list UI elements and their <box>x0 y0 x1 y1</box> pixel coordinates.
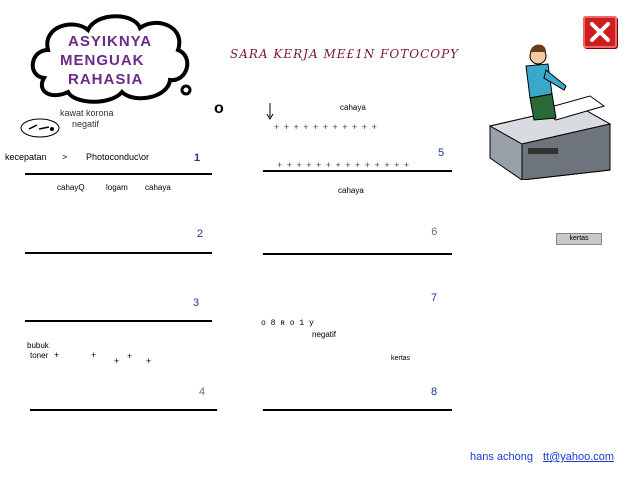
stray-o-glyph: o <box>214 100 224 117</box>
kertas-small-label: kertas <box>391 355 411 362</box>
toner-plus-4: + <box>127 351 134 361</box>
logo <box>22 8 192 108</box>
corona-wire-icon <box>19 117 61 139</box>
logo-line-3: RAHASIA <box>68 71 144 88</box>
negatif-mid-label: negatif <box>312 330 337 339</box>
kawat-korona-label: kawat korona <box>60 108 114 118</box>
cahaya-left-label: cahaya <box>145 183 171 192</box>
gt-sign: > <box>62 152 68 162</box>
plus-row-top: + + + + + + + + + + + <box>274 122 378 132</box>
line-6 <box>263 253 452 255</box>
email-link[interactable]: tt@yahoo.com <box>543 451 615 463</box>
kecepatan-label: kecepatan <box>5 152 47 162</box>
page-title: SARA KERJA ME£1N FOTOCOPY <box>230 47 460 61</box>
toner-label: toner <box>30 351 49 360</box>
step-5: 5 <box>438 147 445 159</box>
cahayaq-label: cahayQ <box>57 183 85 192</box>
line-1 <box>25 173 212 175</box>
line-5 <box>263 170 452 172</box>
photoconductor-label: Photoconduc\or <box>86 152 150 162</box>
line-8 <box>263 409 452 411</box>
step-8: 8 <box>431 386 438 398</box>
toner-plus-3: + <box>114 356 121 366</box>
step-1: 1 <box>194 152 201 164</box>
cahaya-top-right-label: cahaya <box>340 103 366 112</box>
line-4 <box>30 409 217 411</box>
step-6: 6 <box>431 227 438 239</box>
toner-plus-1: + <box>54 350 61 360</box>
toner-plus-5: + <box>146 356 153 366</box>
negatif-label-top: negatif <box>72 119 100 129</box>
cahaya-mid-right-label: cahaya <box>338 186 364 195</box>
line-2 <box>25 252 212 254</box>
logo-line-2: MENGUAK <box>60 52 145 69</box>
photocopier-operator-illustration <box>480 40 620 180</box>
logo-line-1: ASYIKNYA <box>68 33 153 50</box>
o8ro1y-glyphs: o 8 ʀ o 1 y <box>261 319 314 328</box>
toner-plus-2: + <box>91 350 98 360</box>
step-2: 2 <box>197 228 204 240</box>
kertas-tag: kertas <box>556 233 602 245</box>
line-3 <box>25 320 212 322</box>
step-7: 7 <box>431 292 438 304</box>
arrow-down-icon <box>266 103 274 121</box>
author-label: hans achong <box>470 451 533 463</box>
plus-row-mid: + + + + + + + + + + + + + + <box>277 160 411 170</box>
logam-label: logam <box>106 183 128 192</box>
step-4: 4 <box>199 386 206 398</box>
bubuk-label: bubuk <box>27 341 49 350</box>
step-3: 3 <box>193 297 200 309</box>
